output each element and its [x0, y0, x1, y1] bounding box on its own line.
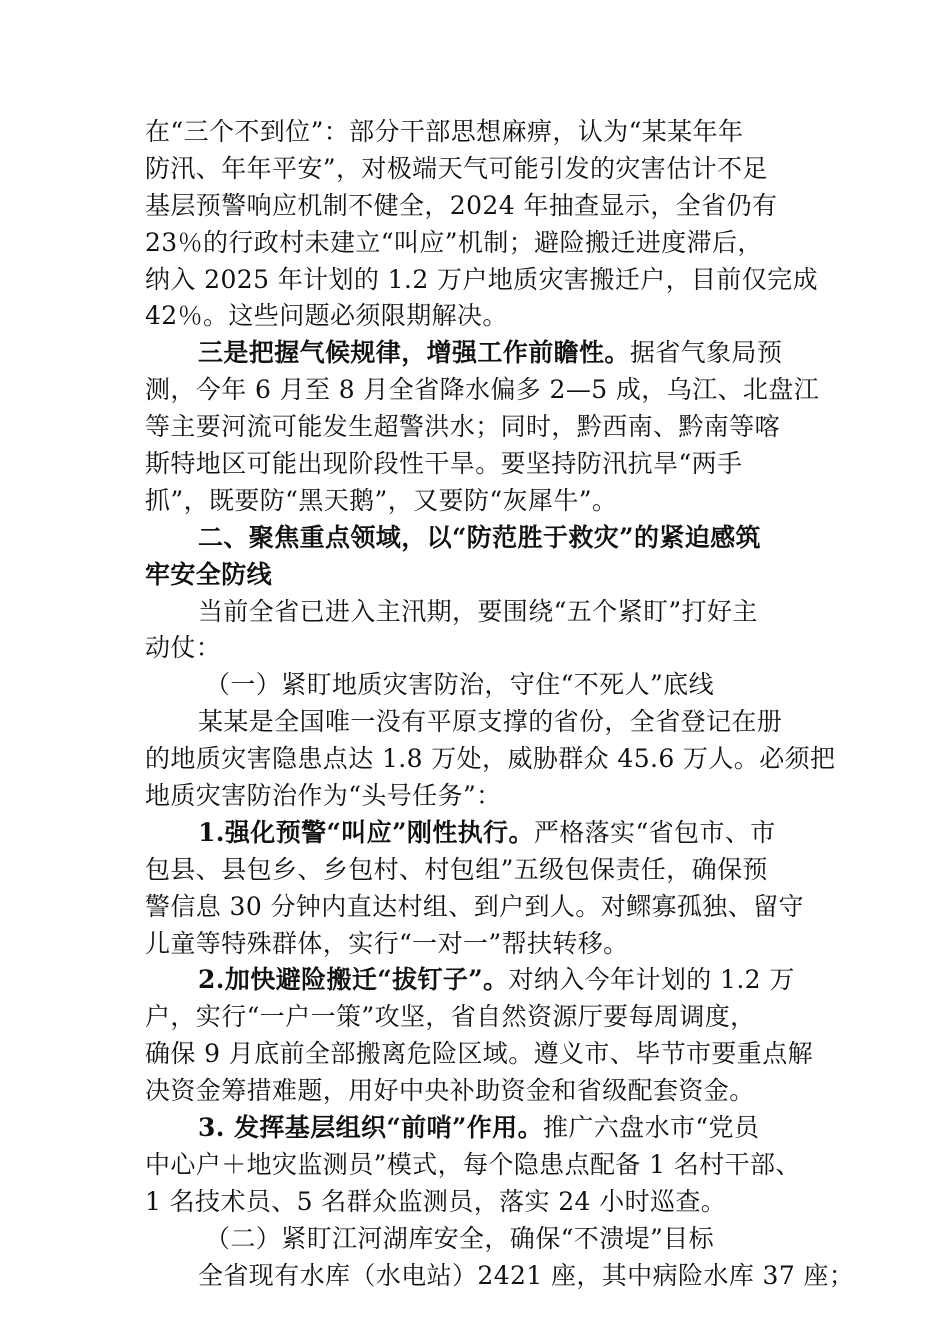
body-line: 抓”，既要防“黑天鹅”，又要防“灰犀牛”。 [145, 485, 618, 515]
body-line: 42％。这些问题必须限期解决。 [145, 301, 508, 331]
section-heading: 牢安全防线 [145, 559, 273, 589]
body-line: 在“三个不到位”：部分干部思想麻痹，认为“某某年年 [145, 117, 744, 146]
body-text: 据省气象局预 [629, 338, 783, 368]
body-line: 23％的行政村未建立“叫应”机制；避险搬迁进度滞后， [145, 227, 763, 257]
body-line: 基层预警响应机制不健全，2024 年抽查显示，全省仍有 [145, 190, 778, 220]
bold-lead: 3. 发挥基层组织“前哨”作用。 [198, 1113, 543, 1143]
bold-lead: 1.强化预警“叫应”刚性执行。 [198, 817, 534, 847]
body-line: 1 名技术员、5 名群众监测员，落实 24 小时巡查。 [145, 1186, 727, 1216]
body-line: 的地质灾害隐患点达 1.8 万处，威胁群众 45.6 万人。必须把 [145, 744, 836, 774]
body-line: 决资金筹措难题，用好中央补助资金和省级配套资金。 [145, 1076, 755, 1106]
body-line: 儿童等特殊群体，实行“一对一”帮扶转移。 [145, 928, 629, 958]
body-line: 确保 9 月底前全部搬离危险区域。遵义市、毕节市要重点解 [145, 1039, 814, 1069]
body-line: 纳入 2025 年计划的 1.2 万户地质灾害搬迁户，目前仅完成 [145, 264, 818, 294]
body-text: 推广六盘水市“党员 [542, 1113, 760, 1143]
body-line: 包县、县包乡、乡包村、村包组”五级包保责任，确保预 [145, 854, 768, 884]
body-line: 全省现有水库（水电站）2421 座，其中病险水库 37 座； [198, 1260, 855, 1290]
body-text: 对纳入今年计划的 1.2 万 [508, 965, 795, 995]
body-line: 斯特地区可能出现阶段性干旱。要坚持防汛抗旱“两手 [145, 449, 743, 479]
subsection-heading: （二）紧盯江河湖库安全，确保“不溃堤”目标 [205, 1223, 714, 1253]
body-line: 中心户＋地灾监测员”模式，每个隐患点配备 1 名村干部、 [145, 1149, 801, 1179]
bold-lead: 三是把握气候规律，增强工作前瞻性。 [198, 338, 630, 368]
document-page [145, 114, 855, 1295]
paragraph-line [145, 962, 807, 999]
body-line: 户，实行“一户一策”攻坚，省自然资源厅要每周调度， [145, 1002, 756, 1032]
body-text: 严格落实“省包市、市 [533, 817, 776, 847]
body-line: 当前全省已进入主汛期，要围绕“五个紧盯”打好主 [198, 596, 758, 626]
bold-lead: 2.加快避险搬迁“拔钉子”。 [198, 965, 509, 995]
body-line: 测，今年 6 月至 8 月全省降水偏多 2—5 成，乌江、北盘江 [145, 375, 820, 405]
body-line: 地质灾害防治作为“头号任务”： [145, 781, 502, 811]
section-heading: 二、聚焦重点领域，以“防范胜于救灾”的紧迫感筑 [198, 522, 761, 552]
body-line: 等主要河流可能发生超警洪水；同时，黔西南、黔南等喀 [145, 412, 781, 442]
paragraph-line [145, 815, 807, 852]
subsection-heading: （一）紧盯地质灾害防治，守住“不死人”底线 [205, 670, 714, 700]
paragraph-line [145, 1110, 807, 1147]
body-line: 防汛、年年平安”，对极端天气可能引发的灾害估计不足 [145, 153, 768, 183]
body-line: 警信息 30 分钟内直达村组、到户到人。对鳏寡孤独、留守 [145, 891, 804, 921]
body-line: 某某是全国唯一没有平原支撑的省份，全省登记在册 [198, 707, 783, 737]
paragraph-line [145, 335, 807, 372]
body-line: 动仗： [145, 633, 222, 663]
